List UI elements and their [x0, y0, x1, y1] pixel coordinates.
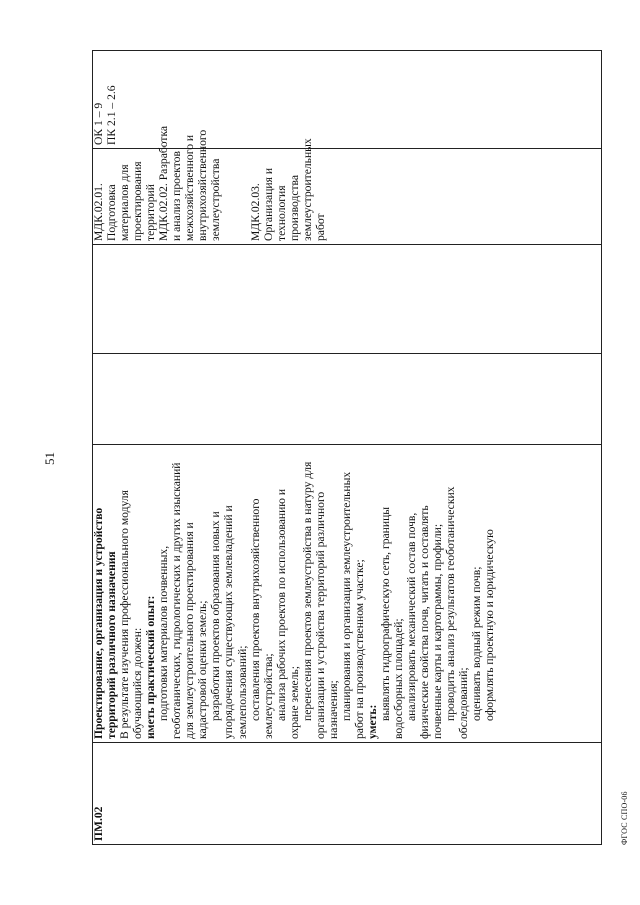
description-line: кадастровой оценки земель; — [196, 600, 210, 739]
course-line: землеустройства — [209, 158, 223, 241]
description-line: перенесения проектов землеустройства в натуру для — [300, 461, 314, 721]
course-line: материалов для — [118, 164, 132, 241]
module-title-line: Проектирование, организация и устройство — [92, 507, 105, 739]
description-line: физические свойства почв, читать и составлять — [418, 505, 432, 739]
competences — [92, 55, 118, 145]
column-divider — [92, 50, 602, 51]
description-line: уметь: — [365, 704, 379, 739]
column-divider — [92, 444, 602, 445]
description-line: назначения; — [326, 680, 340, 739]
course-line: МДК.02.02. Разработка — [157, 125, 171, 241]
description-line: анализа рабочих проектов по использованию и — [274, 488, 288, 721]
description-line: работ на производственном участке; — [352, 559, 366, 739]
course-line: МДК.02.01. — [92, 183, 105, 241]
column-divider — [92, 844, 602, 845]
module-description — [92, 449, 496, 739]
course-line: территорий — [144, 184, 158, 241]
description-line: землеустройства; — [261, 653, 275, 739]
description-line: для землеустроительного проектирования и — [183, 522, 197, 739]
description-line: обследований; — [457, 667, 471, 739]
description-line: геоботанических, гидрологических и других изысканий — [170, 462, 184, 739]
description-lines — [118, 449, 496, 739]
course-line — [236, 153, 249, 241]
description-line: планирования и организации землеустроительных — [339, 471, 353, 721]
course-line: МДК.02.03. — [248, 183, 262, 241]
description-line: анализировать механический состав почв, — [405, 512, 419, 721]
description-line: разработки проектов образования новых и — [209, 511, 223, 721]
description-line: землепользований; — [235, 645, 249, 739]
description-line: упорядочения существующих землевладений и — [222, 505, 236, 739]
footer-code: ФГОС СПО-06 — [620, 791, 629, 845]
course-line: землеустроительных — [300, 138, 314, 241]
description-line: охране земель; — [287, 666, 301, 739]
column-divider — [92, 244, 602, 245]
description-line: иметь практический опыт: — [144, 595, 158, 739]
description-line: обучающийся должен: — [131, 627, 145, 739]
course-line: внутрихозяйственного — [196, 129, 210, 241]
course-line: проектирования — [131, 161, 145, 241]
description-line: почвенные карты и картограммы, профили; — [431, 523, 445, 739]
course-line: Организация и — [261, 167, 275, 241]
course-line — [222, 153, 235, 241]
course-line: технология — [274, 185, 288, 241]
course-line: Подготовка — [105, 184, 119, 241]
description-line: проводить анализ результатов геоботанических — [444, 486, 458, 721]
column-divider — [92, 353, 602, 354]
table-border-bottom — [601, 50, 602, 845]
description-line: водосборных площадей; — [392, 618, 406, 739]
description-line: подготовки материалов почвенных, — [157, 545, 171, 721]
course-line: производства — [287, 174, 301, 241]
module-code: ПМ.02 — [92, 806, 105, 841]
description-line: выявлять гидрографическую сеть, границы — [379, 506, 393, 721]
course-line: работ — [313, 213, 327, 241]
description-line: оценивать водный режим почв; — [470, 566, 484, 721]
professional-competences: ПК 2.1 – 2.6 — [105, 85, 119, 145]
description-line: оформлять проектную и юридическую — [483, 529, 497, 721]
general-competences: ОК 1 – 9 — [92, 102, 105, 145]
table — [92, 50, 602, 845]
column-divider — [92, 742, 602, 743]
description-line: организации и устройства территорий различного — [313, 491, 327, 739]
course-line: межхозяйственного и — [183, 134, 197, 241]
description-line: В результате изучения профессионального модуля — [118, 490, 132, 739]
description-line: составления проектов внутрихозяйственного — [248, 498, 262, 721]
interdisciplinary-courses — [92, 125, 327, 241]
course-lines — [92, 125, 327, 241]
page-number: 51 — [42, 452, 57, 465]
course-line: и анализ проектов — [170, 151, 184, 241]
module-title-line: территорий различного назначения — [105, 551, 119, 739]
